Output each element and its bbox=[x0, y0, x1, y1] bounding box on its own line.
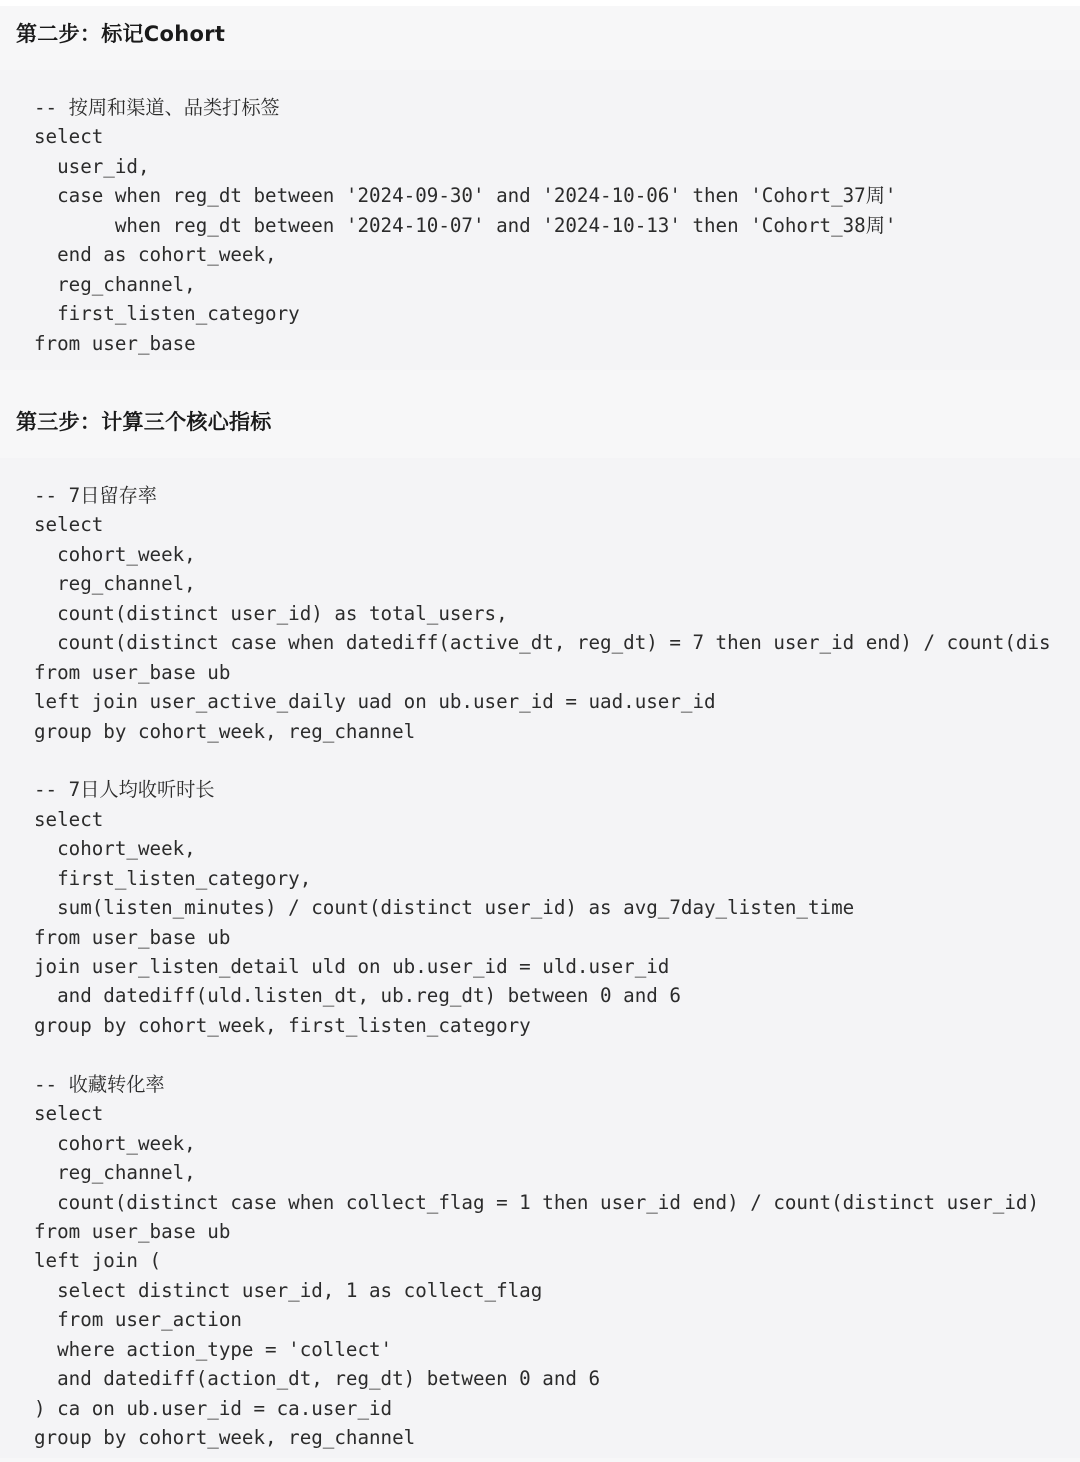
code-line: from user_base ub bbox=[34, 1219, 231, 1243]
code-line: left join ( bbox=[34, 1249, 162, 1273]
code-line: reg_channel, bbox=[34, 272, 196, 296]
code-line: user_id, bbox=[34, 154, 150, 178]
code-line: count(distinct case when collect_flag = 1 then user_id end) / count(distinct user_id) bbox=[34, 1190, 1040, 1214]
code-lines bbox=[0, 458, 1080, 1452]
code-line: case when reg_dt between '2024-09-30' and '2024-10-06' then 'Cohort_37周' bbox=[34, 184, 897, 208]
code-line: -- 按周和渠道、品类打标签 bbox=[34, 96, 280, 119]
code-line: select bbox=[34, 513, 104, 537]
code-line: -- 收藏转化率 bbox=[34, 1072, 165, 1096]
section-heading-step3: 第三步：计算三个核心指标 bbox=[16, 410, 272, 434]
code-block-step3 bbox=[0, 458, 1080, 1458]
code-line: first_listen_category bbox=[34, 302, 300, 326]
code-line: where action_type = 'collect' bbox=[34, 1337, 393, 1361]
code-line: from user_action bbox=[34, 1308, 242, 1332]
code-line bbox=[34, 1040, 1080, 1069]
code-line: -- 7日人均收听时长 bbox=[34, 778, 215, 802]
code-line: and datediff(uld.listen_dt, ub.reg_dt) between 0 and 6 bbox=[34, 984, 681, 1008]
code-line: sum(listen_minutes) / count(distinct user_id) as avg_7day_listen_time bbox=[34, 896, 855, 920]
code-line: from user_base ub bbox=[34, 925, 231, 949]
code-line: -- 7日留存率 bbox=[34, 484, 157, 507]
code-line: count(distinct case when datediff(active_dt, reg_dt) = 7 then user_id end) / count(dis bbox=[34, 631, 1051, 655]
section-heading-step2: 第二步：标记Cohort bbox=[16, 22, 226, 46]
code-lines bbox=[0, 70, 1080, 358]
code-line: select bbox=[34, 807, 104, 831]
code-line: select distinct user_id, 1 as collect_flag bbox=[34, 1278, 543, 1302]
code-line: when reg_dt between '2024-10-07' and '2024-10-13' then 'Cohort_38周' bbox=[34, 213, 897, 237]
code-line: select bbox=[34, 1102, 104, 1126]
code-line: first_listen_category, bbox=[34, 866, 312, 890]
code-line bbox=[34, 746, 1080, 775]
code-line: cohort_week, bbox=[34, 542, 196, 566]
code-line: reg_channel, bbox=[34, 572, 196, 596]
code-line: select bbox=[34, 125, 104, 149]
code-line: left join user_active_daily uad on ub.user_id = uad.user_id bbox=[34, 690, 716, 714]
code-line: join user_listen_detail uld on ub.user_id = uld.user_id bbox=[34, 955, 670, 978]
code-line: from user_base ub bbox=[34, 660, 231, 684]
code-line: and datediff(action_dt, reg_dt) between 0 and 6 bbox=[34, 1367, 601, 1391]
code-line: group by cohort_week, reg_channel bbox=[34, 1426, 416, 1449]
code-line: end as cohort_week, bbox=[34, 243, 277, 267]
code-line: ) ca on ub.user_id = ca.user_id bbox=[34, 1396, 393, 1420]
code-line: group by cohort_week, reg_channel bbox=[34, 719, 416, 743]
code-line: group by cohort_week, first_listen_category bbox=[34, 1013, 531, 1037]
code-line: count(distinct user_id) as total_users, bbox=[34, 601, 508, 625]
top-band bbox=[0, 0, 1080, 6]
code-line: cohort_week, bbox=[34, 1131, 196, 1155]
code-block-step2 bbox=[0, 70, 1080, 370]
code-line: from user_base bbox=[34, 331, 196, 355]
code-line: reg_channel, bbox=[34, 1161, 196, 1185]
code-line: cohort_week, bbox=[34, 837, 196, 861]
